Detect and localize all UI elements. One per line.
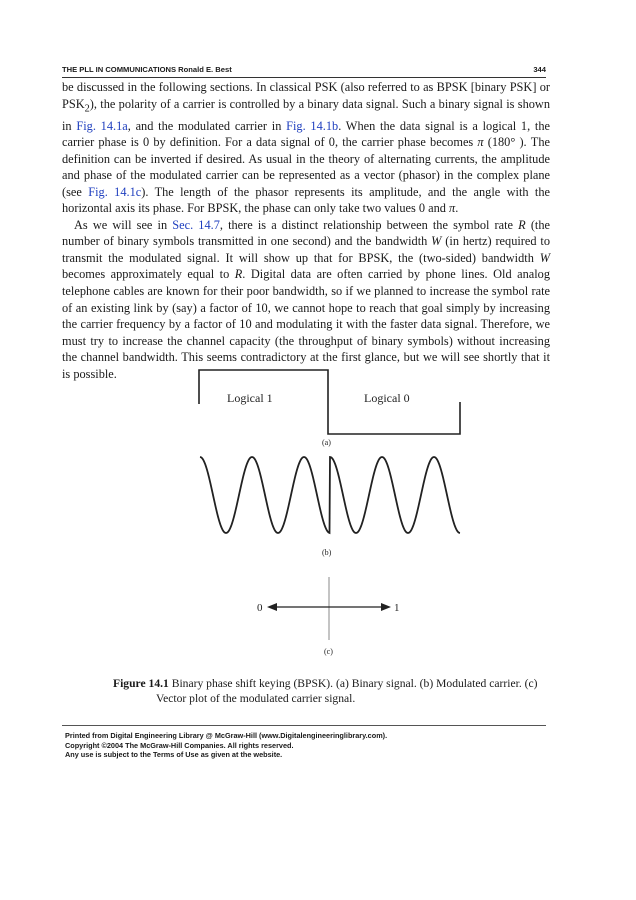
- paragraph-1: be discussed in the following sections. In classical PSK (also referred to as BPSK [binary PSK] or $PSK_2$), the polarity of a carrier is controlled by a binary data signal. Such a binary signal is shown in Fig. 14.1a, and the modulated carrier in Fig. 14.1b. When the data signal is a logical 1, the carrier phase is 0 by definition. For a data signal of 0, the carrier phase becomes π (180° ). The definition can be inverted if desired. As usual in the theory of alternating currents, the amplitude and phase of the modulated carrier can be represented as a vector (phasor) in the complex plane (see Fig. 14.1c). The length of the phasor represents its amplitude, and the angle with the horizontal axis its phase. For BPSK, the phase can only take two values 0 and π.: [62, 80, 551, 216]
- logical-0-label: Logical 0: [364, 391, 410, 405]
- binary-signal: [199, 370, 460, 447]
- subfigure-label-a: (a): [322, 438, 331, 447]
- figure-label: Figure 14.1: [113, 677, 169, 690]
- phasor-arrow-left-icon: [267, 603, 277, 611]
- figure-14-1: [190, 365, 475, 665]
- figure-caption: [113, 676, 551, 706]
- body-text: [62, 79, 550, 382]
- page-number: 344: [533, 65, 546, 74]
- footer-line-2: Copyright ©2004 The McGraw-Hill Companies. All rights reserved.: [65, 740, 294, 750]
- footer-rule: [62, 725, 546, 726]
- phasor-arrow-right-icon: [381, 603, 391, 611]
- footer-line-3: Any use is subject to the Terms of Use as given at the website.: [65, 750, 283, 760]
- running-header: [62, 65, 546, 77]
- paragraph-2: As we will see in Sec. 14.7, there is a distinct relationship between the symbol rate R (the number of binary symbols transmitted in one second) and the bandwidth W (in hertz) required to transmit the modulated signal. It will show up that for BPSK, the (two-sided) bandwidth W becomes approximately equal to R. Digital data are often carried by phone lines. Old analog telephone cables are known for their poor bandwidth, so if we planned to increase the symbol rate of an existing link by (say) a factor of 10, we cannot hope to reach that goal simply by increasing the carrier frequency by a factor of 10 and modulating it with the faster data signal. Therefore, we must try to increase the channel capacity (the throughput of binary symbols) without increasing the channel bandwidth. This seems contradictory at the first glance, but we will see shortly that it is possible.: [62, 217, 551, 381]
- subfigure-label-b: (b): [322, 548, 332, 557]
- caption-text-1: Binary phase shift keying (BPSK). (a) Binary signal. (b) Modulated carrier. (c): [168, 677, 538, 690]
- header-rule: [62, 77, 546, 78]
- figure-link-14-1b[interactable]: Fig. 14.1b: [286, 118, 339, 133]
- modulated-carrier: [200, 457, 460, 557]
- figure-link-14-1c[interactable]: Fig. 14.1c: [88, 184, 142, 199]
- phasor-plot: [257, 577, 400, 656]
- footer-line-1: Printed from Digital Engineering Library @ McGraw-Hill (www.Digitalengineeringlibrary.com).: [65, 731, 388, 740]
- figure-link-14-1a[interactable]: Fig. 14.1a: [76, 118, 128, 133]
- footer: [65, 731, 549, 760]
- running-title: THE PLL IN COMMUNICATIONS Ronald E. Best: [62, 65, 232, 74]
- carrier-waveform: [200, 457, 460, 533]
- section-link-14-7[interactable]: Sec. 14.7: [172, 217, 220, 232]
- subfigure-label-c: (c): [324, 647, 333, 656]
- phasor-label-1: 1: [394, 602, 400, 614]
- caption-text-2: Vector plot of the modulated carrier signal.: [156, 692, 356, 705]
- logical-1-label: Logical 1: [227, 391, 273, 405]
- phasor-label-0: 0: [257, 602, 263, 614]
